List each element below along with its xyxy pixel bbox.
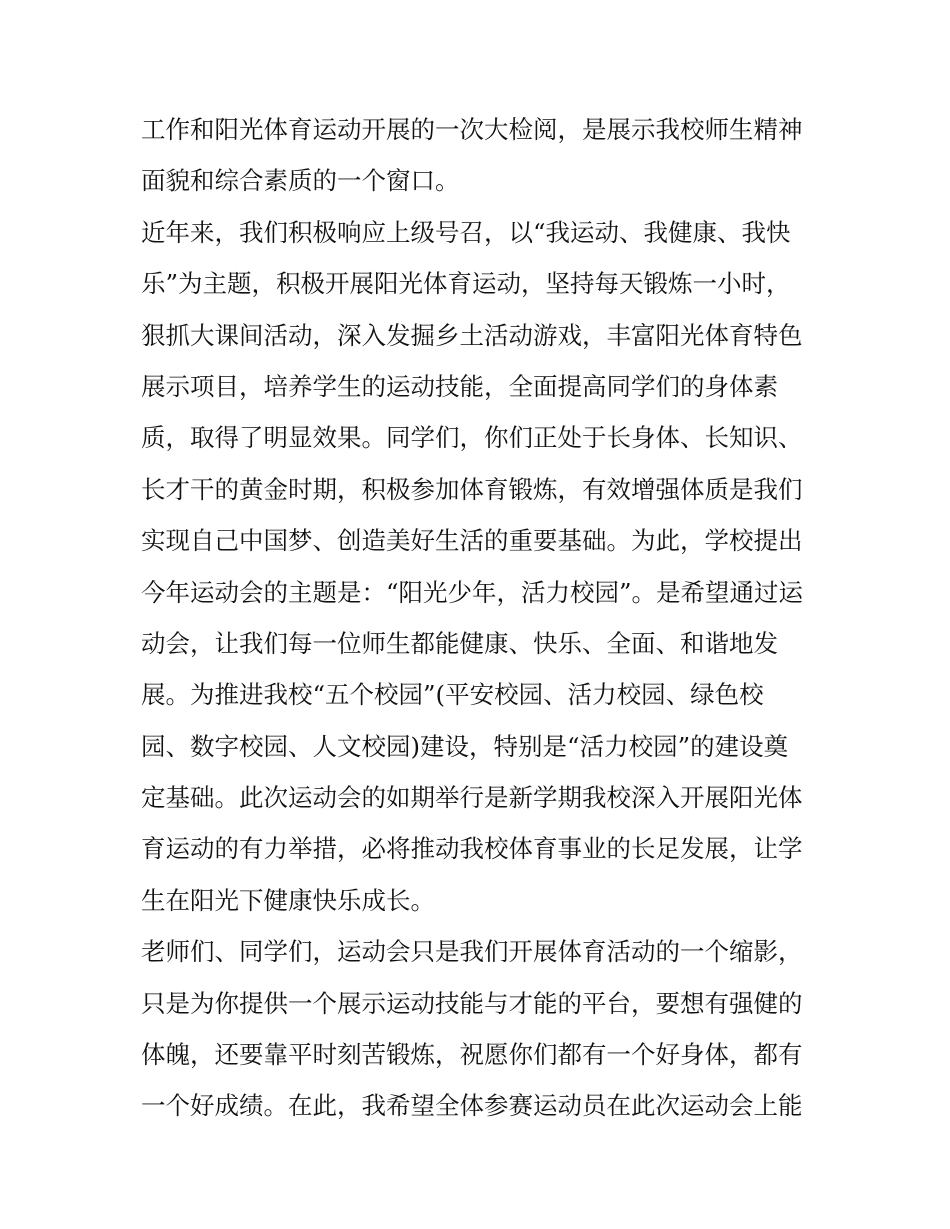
text-line: 一个好成绩。在此，我希望全体参赛运动员在此次运动会上能: [141, 1091, 803, 1121]
text-line: 动会，让我们每一位师生都能健康、快乐、全面、和谐地发: [141, 628, 778, 658]
text-line: 老师们、同学们，运动会只是我们开展体育活动的一个缩影，: [141, 937, 803, 967]
text-line: 乐”为主题，积极开展阳光体育运动，坚持每天锻炼一小时，: [141, 269, 791, 299]
text-line: 展。为推进我校“五个校园”(平安校园、活力校园、绿色校: [141, 680, 764, 710]
text-line: 狠抓大课间活动，深入发掘乡土活动游戏，丰富阳光体育特色: [141, 320, 803, 350]
text-line: 生在阳光下健康快乐成长。: [141, 885, 435, 915]
text-line: 实现自己中国梦、创造美好生活的重要基础。为此，学校提出: [141, 526, 803, 556]
text-line: 今年运动会的主题是：“阳光少年，活力校园”。是希望通过运: [141, 577, 804, 607]
text-line: 近年来，我们积极响应上级号召，以“我运动、我健康、我快: [141, 217, 791, 247]
text-line: 育运动的有力举措，必将推动我校体育事业的长足发展，让学: [141, 834, 803, 864]
text-line: 体魄，还要靠平时刻苦锻炼，祝愿你们都有一个好身体，都有: [141, 1040, 803, 1070]
text-line: 质，取得了明显效果。同学们，你们正处于长身体、长知识、: [141, 423, 803, 453]
body-text: [141, 104, 821, 1132]
text-line: 定基础。此次运动会的如期举行是新学期我校深入开展阳光体: [141, 783, 803, 813]
text-line: 工作和阳光体育运动开展的一次大检阅，是展示我校师生精神: [141, 115, 803, 144]
text-line: 展示项目，培养学生的运动技能，全面提高同学们的身体素: [141, 371, 778, 401]
text-line: 长才干的黄金时期，积极参加体育锻炼，有效增强体质是我们: [141, 474, 803, 504]
text-line: 园、数字校园、人文校园)建设，特别是“活力校园”的建设奠: [141, 731, 789, 761]
text-line: 只是为你提供一个展示运动技能与才能的平台，要想有强健的: [141, 988, 803, 1018]
text-line: 面貌和综合素质的一个窗口。: [141, 166, 460, 196]
